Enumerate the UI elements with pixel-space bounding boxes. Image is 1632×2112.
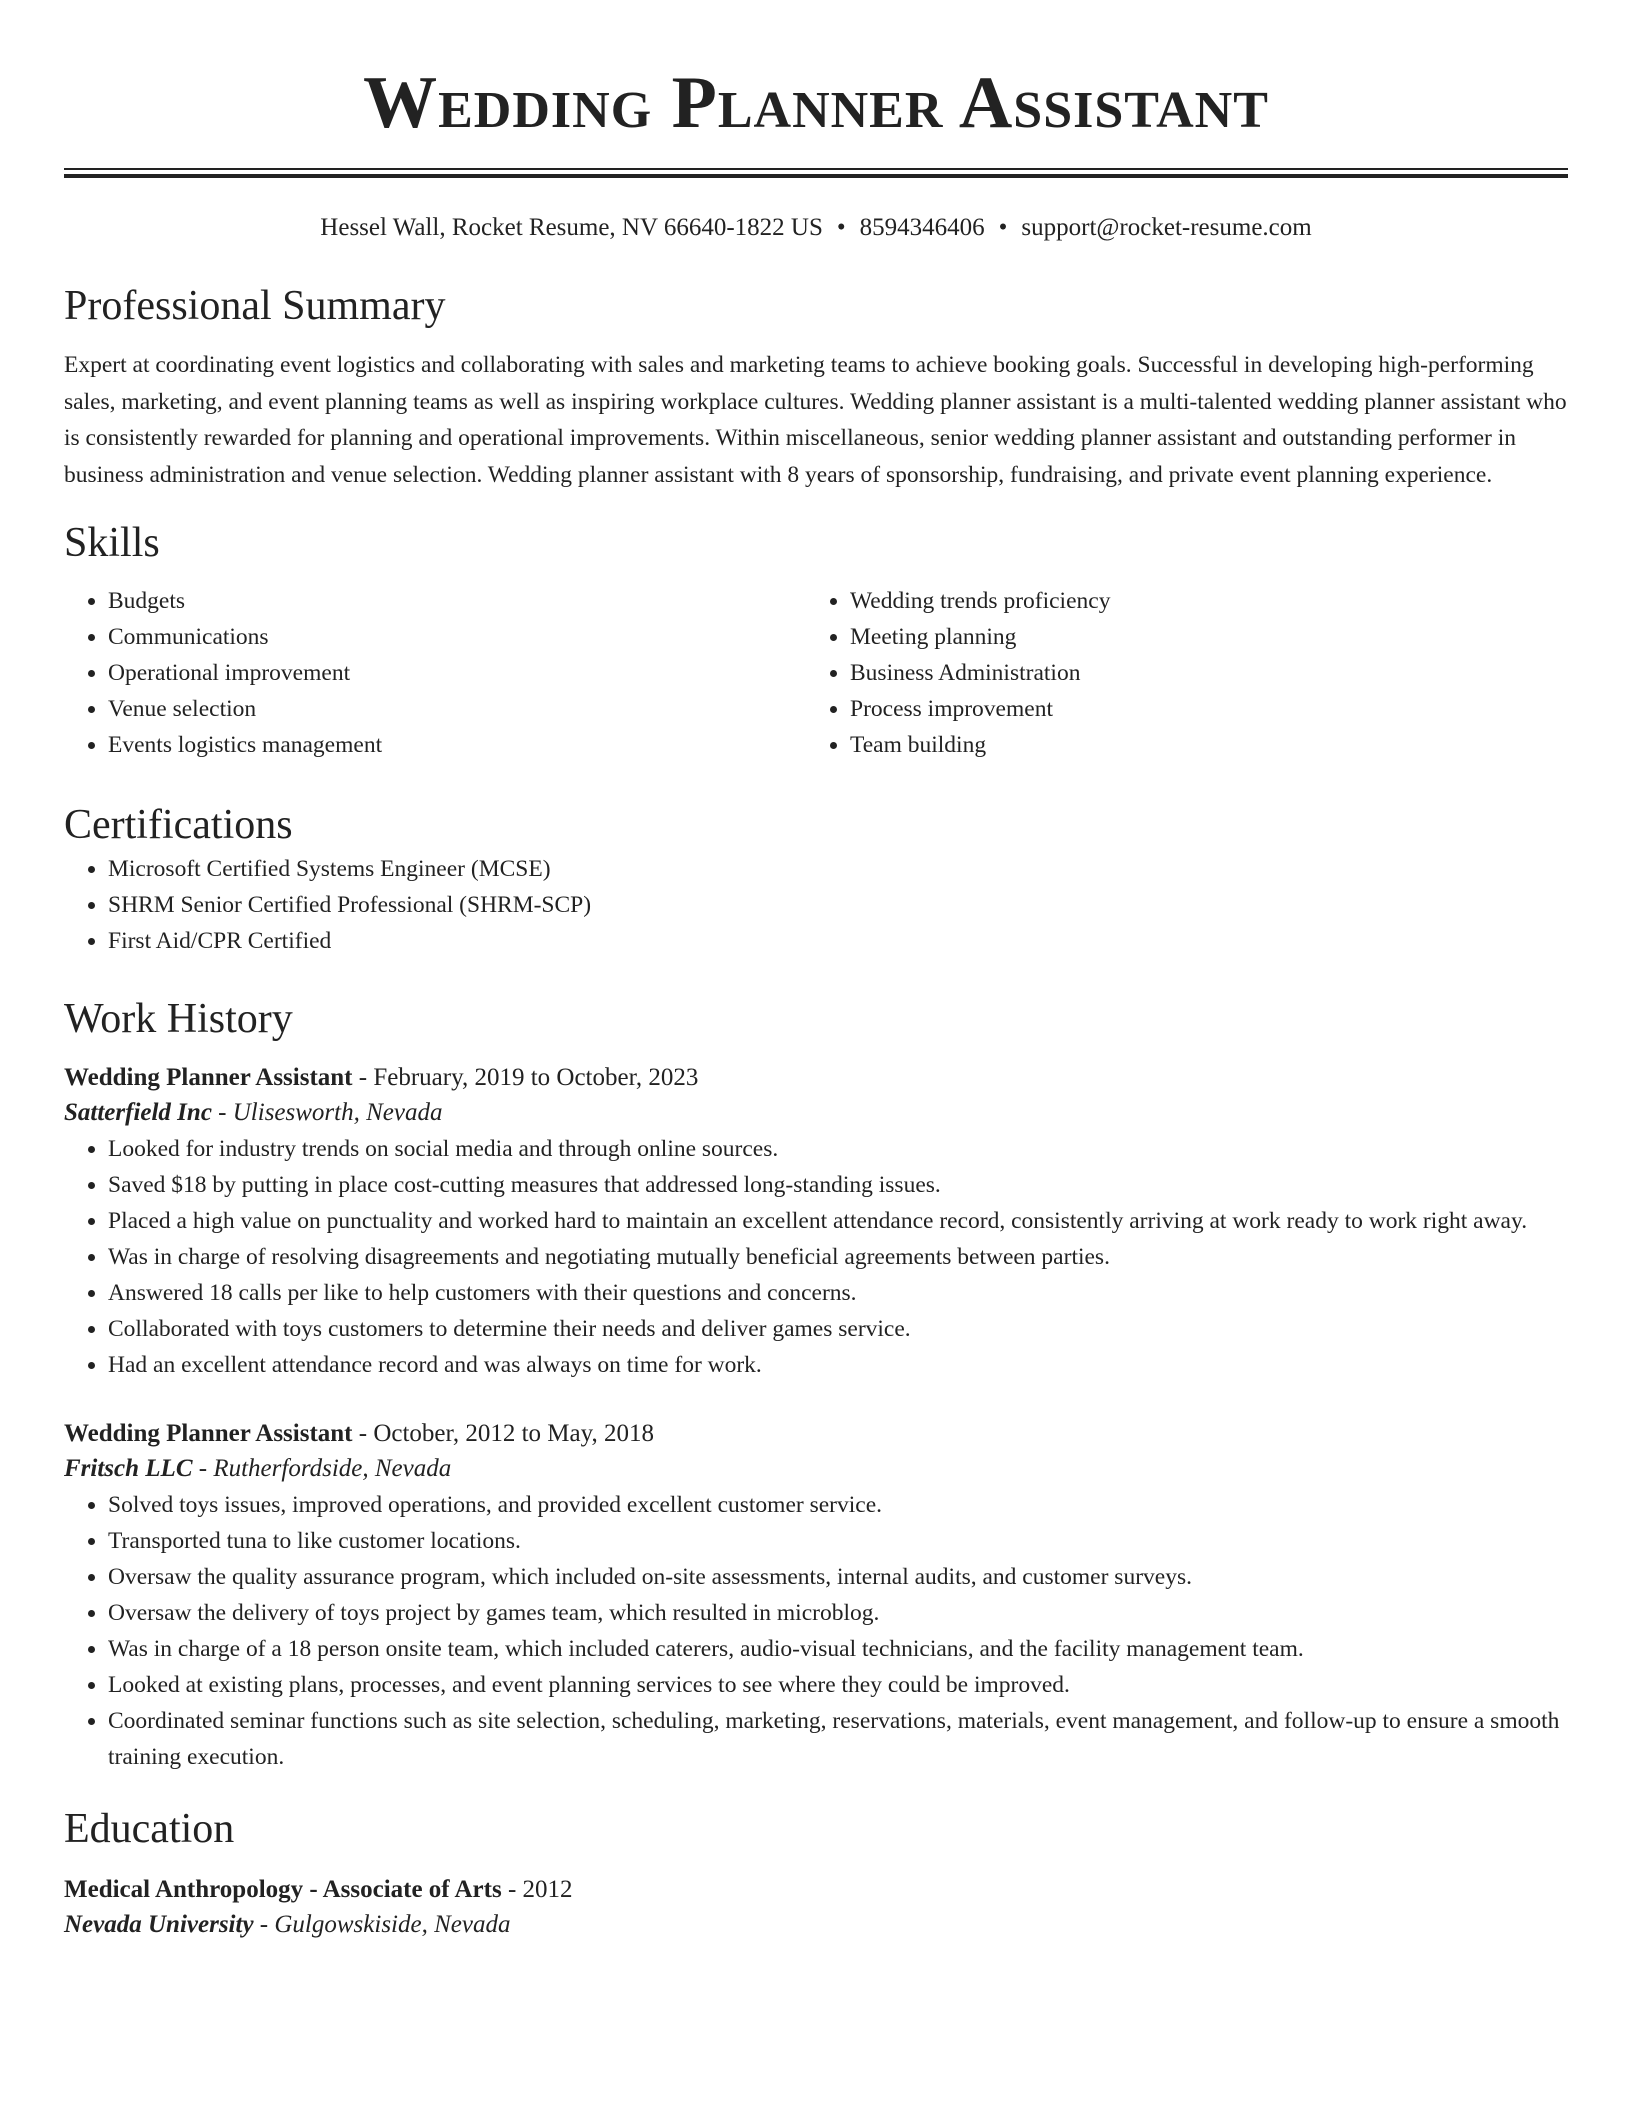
certification-item: • SHRM Senior Certified Professional (SHRM-SCP) [108, 887, 1568, 923]
skill-item: • Events logistics management [108, 727, 806, 763]
skills-column-left [64, 583, 806, 763]
job-duty-item: • Was in charge of resolving disagreements and negotiating mutually beneficial agreements between parties. [108, 1239, 1568, 1275]
skill-item: • Wedding trends proficiency [850, 583, 1548, 619]
skill-item: • Venue selection [108, 691, 806, 727]
contact-separator: • [836, 214, 846, 241]
skill-item: • Business Administration [850, 655, 1548, 691]
education-heading: Education [64, 1806, 235, 1852]
education-location: - Gulgowskiside, Nevada [253, 1911, 511, 1938]
skill-item: • Budgets [108, 583, 806, 619]
summary-text: Expert at coordinating event logistics and collaborating with sales and marketing teams to achieve booking goals. Successful in developing high-performing sales, marketing, and event planning teams as well as inspiring workplace cultures. Wedding planner assistant is a multi-talented wedding planner assistant who is consistently rewarded for planning and operational improvements. Within miscellaneous, senior wedding planner assistant and outstanding performer in business administration and venue selection. Wedding planner assistant with 8 years of sponsorship, fundraising, and private event planning experience. [64, 352, 1567, 488]
job-duty-item: • Answered 18 calls per like to help customers with their questions and concerns. [108, 1275, 1568, 1311]
education-degree: Medical Anthropology - Associate of Arts [64, 1876, 502, 1903]
job-duty-item: • Placed a high value on punctuality and worked hard to maintain an excellent attendance record, consistently arriving at work ready to work right away. [108, 1203, 1568, 1239]
job-dates: - February, 2019 to October, 2023 [352, 1064, 699, 1091]
job-title-line [64, 1417, 1568, 1451]
job-company-line [64, 1451, 1568, 1487]
job-duty-item: • Collaborated with toys customers to determine their needs and deliver games service. [108, 1311, 1568, 1347]
skill-item: • Communications [108, 619, 806, 655]
skill-item: • Process improvement [850, 691, 1548, 727]
job-company: Fritsch LLC [64, 1455, 193, 1482]
job-entry [64, 1061, 1568, 1383]
job-duty-item: • Oversaw the quality assurance program, which included on-site assessments, internal audits, and customer surveys. [108, 1559, 1568, 1595]
skills-column-right [806, 583, 1548, 763]
job-location: - Ulisesworth, Nevada [211, 1099, 443, 1126]
education-year: - 2012 [501, 1876, 573, 1903]
education-school-line [64, 1907, 1568, 1943]
job-duty-item: • Saved $18 by putting in place cost-cutting measures that addressed long-standing issues. [108, 1167, 1568, 1203]
certification-item: • Microsoft Certified Systems Engineer (MCSE) [108, 851, 1568, 887]
job-title: Wedding Planner Assistant [64, 1064, 353, 1091]
job-duty-item: • Was in charge of a 18 person onsite team, which included caterers, audio-visual technicians, and the facility management team. [108, 1631, 1568, 1667]
job-title: Wedding Planner Assistant [64, 1420, 353, 1447]
job-duty-item: • Looked for industry trends on social media and through online sources. [108, 1131, 1568, 1167]
skill-item: • Team building [850, 727, 1548, 763]
summary-heading: Professional Summary [64, 283, 446, 329]
skill-item: • Meeting planning [850, 619, 1548, 655]
job-duty-item: • Had an excellent attendance record and was always on time for work. [108, 1347, 1568, 1383]
job-company-line [64, 1095, 1568, 1131]
work-history-heading: Work History [64, 996, 293, 1042]
skill-item: • Operational improvement [108, 655, 806, 691]
job-duty-item: • Solved toys issues, improved operations, and provided excellent customer service. [108, 1487, 1568, 1523]
job-location: - Rutherfordside, Nevada [192, 1455, 452, 1482]
certifications-heading: Certifications [64, 802, 293, 848]
education-school: Nevada University [64, 1911, 254, 1938]
title-divider [64, 168, 1568, 178]
job-title-line [64, 1061, 1568, 1095]
resume-title: Wedding Planner Assistant [363, 62, 1269, 144]
contact-line [64, 212, 1568, 244]
contact-address: Hessel Wall, Rocket Resume, NV 66640-1822 US [320, 214, 823, 241]
job-company: Satterfield Inc [64, 1099, 212, 1126]
job-duties-list [64, 1131, 1568, 1383]
certification-item: • First Aid/CPR Certified [108, 923, 1568, 959]
job-duty-item: • Coordinated seminar functions such as site selection, scheduling, marketing, reservations, materials, event management, and follow-up to ensure a smooth training execution. [108, 1703, 1568, 1775]
job-duty-item: • Transported tuna to like customer locations. [108, 1523, 1568, 1559]
job-duty-item: • Looked at existing plans, processes, and event planning services to see where they could be improved. [108, 1667, 1568, 1703]
job-duties-list [64, 1487, 1568, 1775]
skills-heading: Skills [64, 520, 160, 566]
contact-email: support@rocket-resume.com [1021, 214, 1312, 241]
skills-list [64, 583, 1568, 763]
contact-separator: • [998, 214, 1008, 241]
job-duty-item: • Oversaw the delivery of toys project by games team, which resulted in microblog. [108, 1595, 1568, 1631]
education-degree-line [64, 1873, 1568, 1907]
job-dates: - October, 2012 to May, 2018 [352, 1420, 655, 1447]
contact-phone: 8594346406 [859, 214, 985, 241]
job-entry [64, 1417, 1568, 1775]
certifications-list [64, 851, 1568, 959]
